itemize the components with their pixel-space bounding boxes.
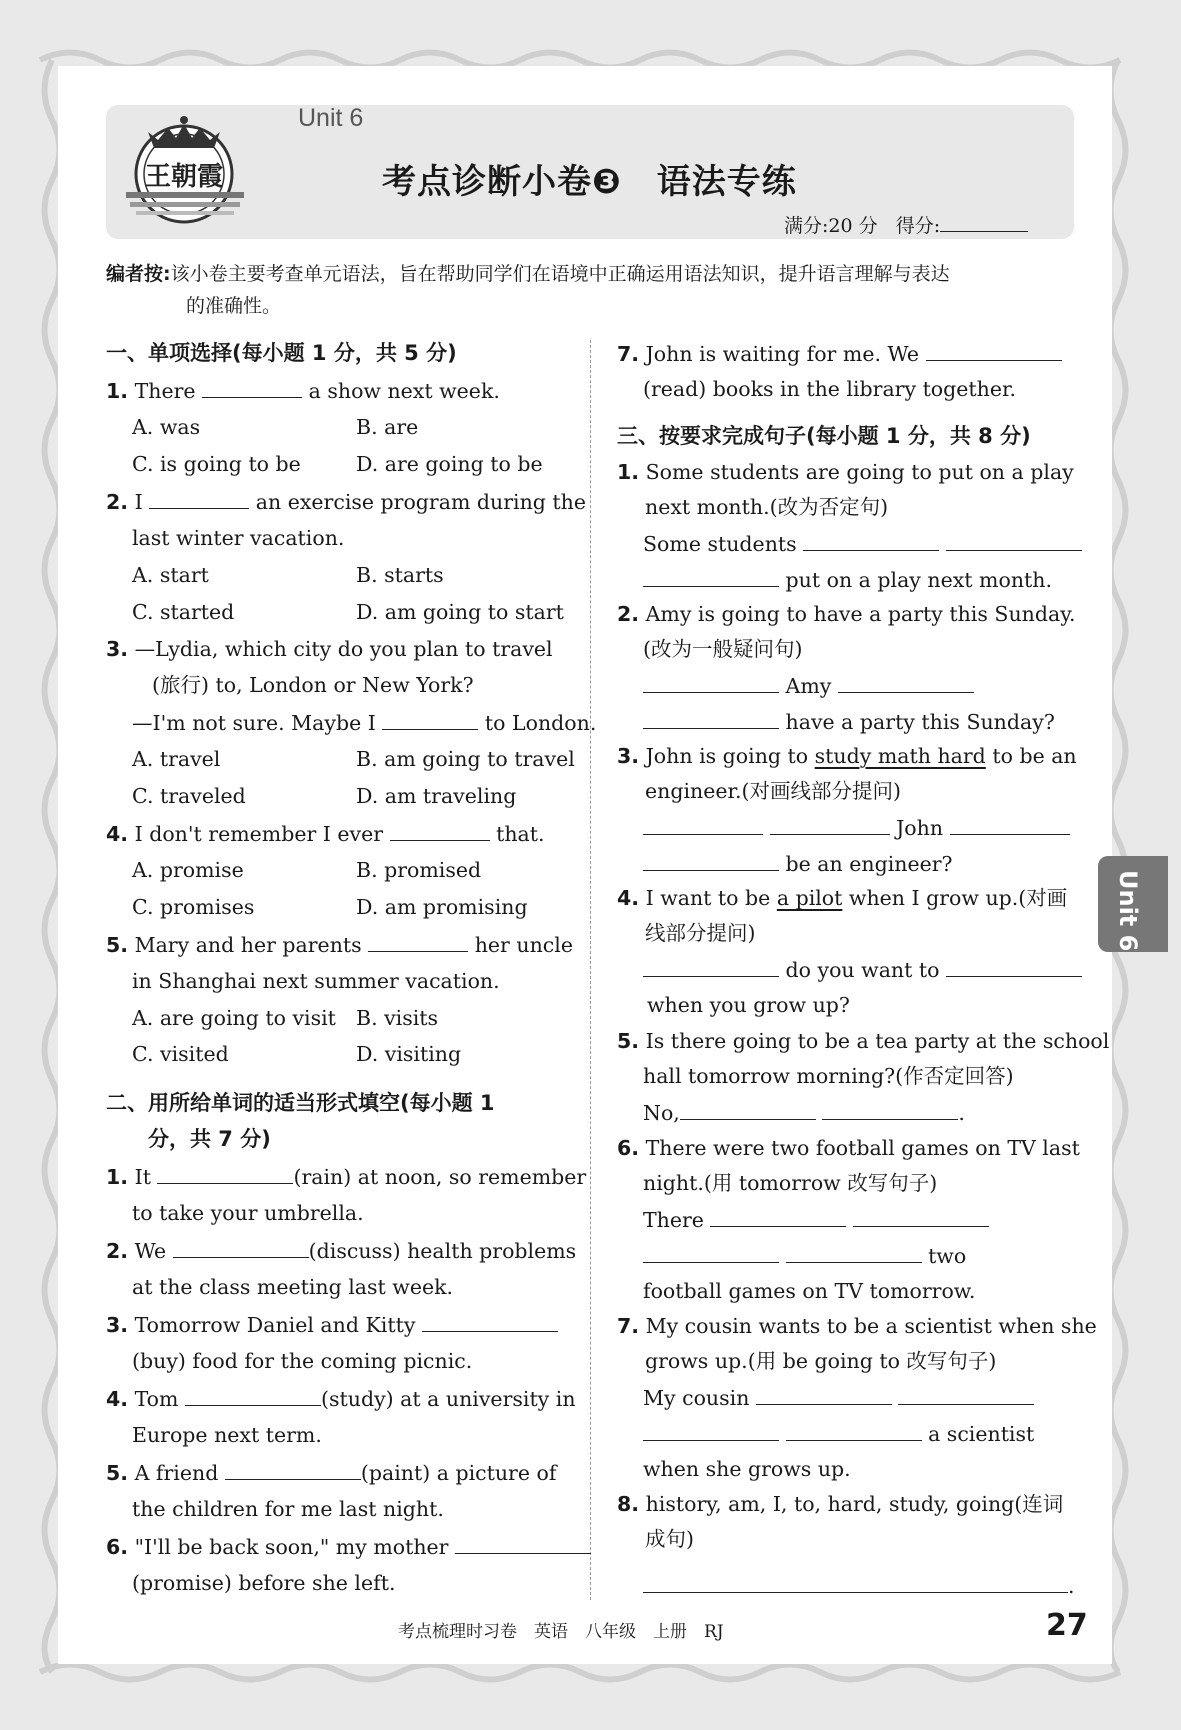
answer-blank[interactable] (390, 820, 490, 841)
s1-q2-option-b[interactable]: B. starts (356, 563, 444, 587)
s3-q4-line3: do you want to (643, 956, 1082, 983)
s2-q6: 6. "I'll be back soon," my mother (106, 1533, 591, 1560)
s2-q1-line2: to take your umbrella. (132, 1201, 364, 1225)
s2-q3-line2: (buy) food for the coming picnic. (132, 1349, 473, 1373)
s3-q3-line3: John (643, 814, 1070, 841)
answer-blank[interactable] (643, 708, 779, 729)
s1-q5-option-d[interactable]: D. visiting (356, 1042, 462, 1066)
s3-q5-line3: No, . (643, 1101, 965, 1125)
section2-title-line2: 分，共 7 分) (148, 1127, 271, 1151)
s2-q4-line2: Europe next term. (132, 1423, 322, 1447)
s3-q7: 7. My cousin wants to be a scientist when she (617, 1314, 1097, 1338)
section2-title: 二、用所给单词的适当形式填空(每小题 1 (106, 1091, 495, 1115)
editor-note (106, 258, 1076, 322)
answer-blank[interactable] (786, 1420, 922, 1441)
s3-q1-line2: next month.(改为否定句) (645, 495, 889, 519)
s1-q2: 2. I an exercise program during the (106, 490, 586, 514)
full-score: 满分:20 分 (784, 215, 878, 237)
score-label: 得分: (895, 215, 941, 237)
answer-blank[interactable] (946, 956, 1082, 977)
s3-q5-line2: hall tomorrow morning?(作否定回答) (643, 1064, 1014, 1088)
s3-q3-line2: engineer.(对画线部分提问) (645, 779, 902, 803)
s1-q3-option-a[interactable]: A. travel (132, 747, 221, 771)
answer-blank[interactable] (643, 1242, 779, 1263)
s1-q1-option-a[interactable]: A. was (132, 415, 201, 439)
s1-q1-option-d[interactable]: D. are going to be (356, 452, 543, 476)
s3-q7-line5: when she grows up. (643, 1457, 851, 1481)
s2-q7: 7. John is waiting for me. We (617, 340, 1062, 367)
s3-q2: 2. Amy is going to have a party this Sunday. (617, 602, 1076, 626)
answer-blank[interactable] (710, 1206, 846, 1227)
s3-q6-line3: There (643, 1206, 989, 1233)
s1-q3-line2: (旅行) to, London or New York? (152, 673, 474, 697)
s3-q3: 3. John is going to study math hard to be an (617, 744, 1077, 768)
score-blank[interactable] (940, 213, 1028, 232)
section3-title: 三、按要求完成句子(每小题 1 分，共 8 分) (617, 424, 1031, 448)
answer-blank[interactable] (382, 709, 478, 730)
s1-q5: 5. Mary and her parents her uncle (106, 933, 573, 957)
answer-blank[interactable] (643, 566, 779, 587)
s2-q1: 1. It (rain) at noon, so remember (106, 1165, 587, 1189)
answer-blank[interactable] (838, 672, 974, 693)
s2-q7-line2: (read) books in the library together. (643, 377, 1017, 401)
answer-blank[interactable] (822, 1099, 958, 1120)
answer-blank[interactable] (643, 672, 779, 693)
s1-q2-option-d[interactable]: D. am going to start (356, 600, 564, 624)
s1-q4-option-a[interactable]: A. promise (132, 858, 244, 882)
s1-q1-option-b[interactable]: B. are (356, 415, 419, 439)
s3-q7-line2: grows up.(用 be going to 改写句子) (645, 1349, 997, 1373)
s3-q1-line3: Some students (643, 530, 1082, 557)
answer-blank[interactable] (185, 1385, 321, 1406)
answer-blank[interactable] (643, 814, 763, 835)
section1-title: 一、单项选择(每小题 1 分，共 5 分) (106, 341, 457, 365)
answer-blank[interactable] (368, 931, 468, 952)
brand-logo (118, 110, 252, 234)
s3-q4-line2: 线部分提问) (645, 921, 756, 945)
s3-q7-line4: a scientist (643, 1420, 1034, 1447)
s3-q8-line3: . (643, 1572, 1075, 1599)
s3-q2-line4: have a party this Sunday? (643, 708, 1055, 735)
answer-blank[interactable] (643, 850, 779, 871)
s3-q3-line4: be an engineer? (643, 850, 953, 877)
s1-q4-option-d[interactable]: D. am promising (356, 895, 528, 919)
answer-blank[interactable] (422, 1311, 558, 1332)
answer-blank[interactable] (149, 488, 249, 509)
s1-q2-option-c[interactable]: C. started (132, 600, 235, 624)
answer-blank[interactable] (803, 530, 939, 551)
answer-blank[interactable] (756, 1384, 892, 1405)
answer-blank[interactable] (926, 340, 1062, 361)
answer-blank[interactable] (786, 1242, 922, 1263)
s1-q4: 4. I don't remember I ever that. (106, 822, 545, 846)
s3-q5: 5. Is there going to be a tea party at the school (617, 1029, 1110, 1053)
s2-q2-line2: at the class meeting last week. (132, 1275, 454, 1299)
s1-q5-option-b[interactable]: B. visits (356, 1006, 439, 1030)
answer-blank[interactable] (950, 814, 1070, 835)
s1-q5-option-a[interactable]: A. are going to visit (132, 1006, 336, 1030)
s1-q3: 3. —Lydia, which city do you plan to travel (106, 637, 553, 661)
answer-blank[interactable] (643, 1572, 1068, 1593)
s3-q8-line2: 成句) (645, 1527, 694, 1551)
s2-q5-line2: the children for me last night. (132, 1497, 444, 1521)
answer-blank[interactable] (202, 377, 302, 398)
answer-blank[interactable] (173, 1237, 309, 1258)
s3-q4-line4: when you grow up? (647, 993, 850, 1017)
s1-q1-option-c[interactable]: C. is going to be (132, 452, 301, 476)
answer-blank[interactable] (898, 1384, 1034, 1405)
answer-blank[interactable] (455, 1533, 591, 1554)
page-number: 27 (1046, 1608, 1088, 1643)
answer-blank[interactable] (946, 530, 1082, 551)
s1-q3-option-b[interactable]: B. am going to travel (356, 747, 575, 771)
s1-q2-line2: last winter vacation. (132, 526, 345, 550)
answer-blank[interactable] (225, 1459, 361, 1480)
column-divider (590, 340, 591, 1600)
s3-q7-line3: My cousin (643, 1384, 1034, 1411)
s3-q2-line2: (改为一般疑问句) (643, 637, 803, 661)
note-line-2: 的准确性。 (186, 295, 282, 317)
s3-q1: 1. Some students are going to put on a play (617, 460, 1074, 484)
s3-q1-line4: put on a play next month. (643, 566, 1052, 593)
s1-q3-line3: —I'm not sure. Maybe I to London. (132, 711, 597, 735)
score-line (784, 211, 1028, 238)
answer-blank[interactable] (680, 1099, 816, 1120)
s3-q6-line5: football games on TV tomorrow. (643, 1279, 976, 1303)
s1-q4-option-b[interactable]: B. promised (356, 858, 482, 882)
unit-tag: Unit 6 (298, 104, 364, 132)
s3-q6-line2: night.(用 tomorrow 改写句子) (643, 1171, 938, 1195)
s2-q6-line2: (promise) before she left. (132, 1571, 396, 1595)
s1-q4-option-c[interactable]: C. promises (132, 895, 255, 919)
answer-blank[interactable] (157, 1163, 293, 1184)
logo-text: 王朝霞 (144, 162, 224, 192)
s2-q4: 4. Tom (study) at a university in (106, 1387, 576, 1411)
s1-q2-option-a[interactable]: A. start (132, 563, 209, 587)
s2-q5: 5. A friend (paint) a picture of (106, 1461, 557, 1485)
note-line-1: 该小卷主要考查单元语法，旨在帮助同学们在语境中正确运用语法知识，提升语言理解与表达 (170, 263, 950, 285)
s1-q3-option-d[interactable]: D. am traveling (356, 784, 517, 808)
s1-q5-line2: in Shanghai next summer vacation. (132, 969, 500, 993)
unit-side-tab: Unit 6 (1098, 856, 1168, 952)
answer-blank[interactable] (643, 956, 779, 977)
page-title: 考点诊断小卷❸ 语法专练 (382, 162, 797, 202)
s1-q5-option-c[interactable]: C. visited (132, 1042, 229, 1066)
footer-text: 考点梳理时习卷 英语 八年级 上册 RJ (398, 1622, 724, 1642)
s2-q2: 2. We (discuss) health problems (106, 1239, 577, 1263)
s3-q8: 8. history, am, I, to, hard, study, going(连词 (617, 1492, 1064, 1516)
s3-q4: 4. I want to be a pilot when I grow up.(对画 (617, 886, 1068, 910)
s1-q3-option-c[interactable]: C. traveled (132, 784, 246, 808)
s3-q6: 6. There were two football games on TV last (617, 1136, 1080, 1160)
answer-blank[interactable] (853, 1206, 989, 1227)
s1-q1: 1. There a show next week. (106, 379, 500, 403)
answer-blank[interactable] (770, 814, 890, 835)
s3-q6-line4: two (643, 1242, 966, 1269)
answer-blank[interactable] (643, 1420, 779, 1441)
s2-q3: 3. Tomorrow Daniel and Kitty (106, 1311, 558, 1338)
s3-q2-line3: Amy (643, 672, 974, 699)
note-label: 编者按: (106, 263, 171, 285)
